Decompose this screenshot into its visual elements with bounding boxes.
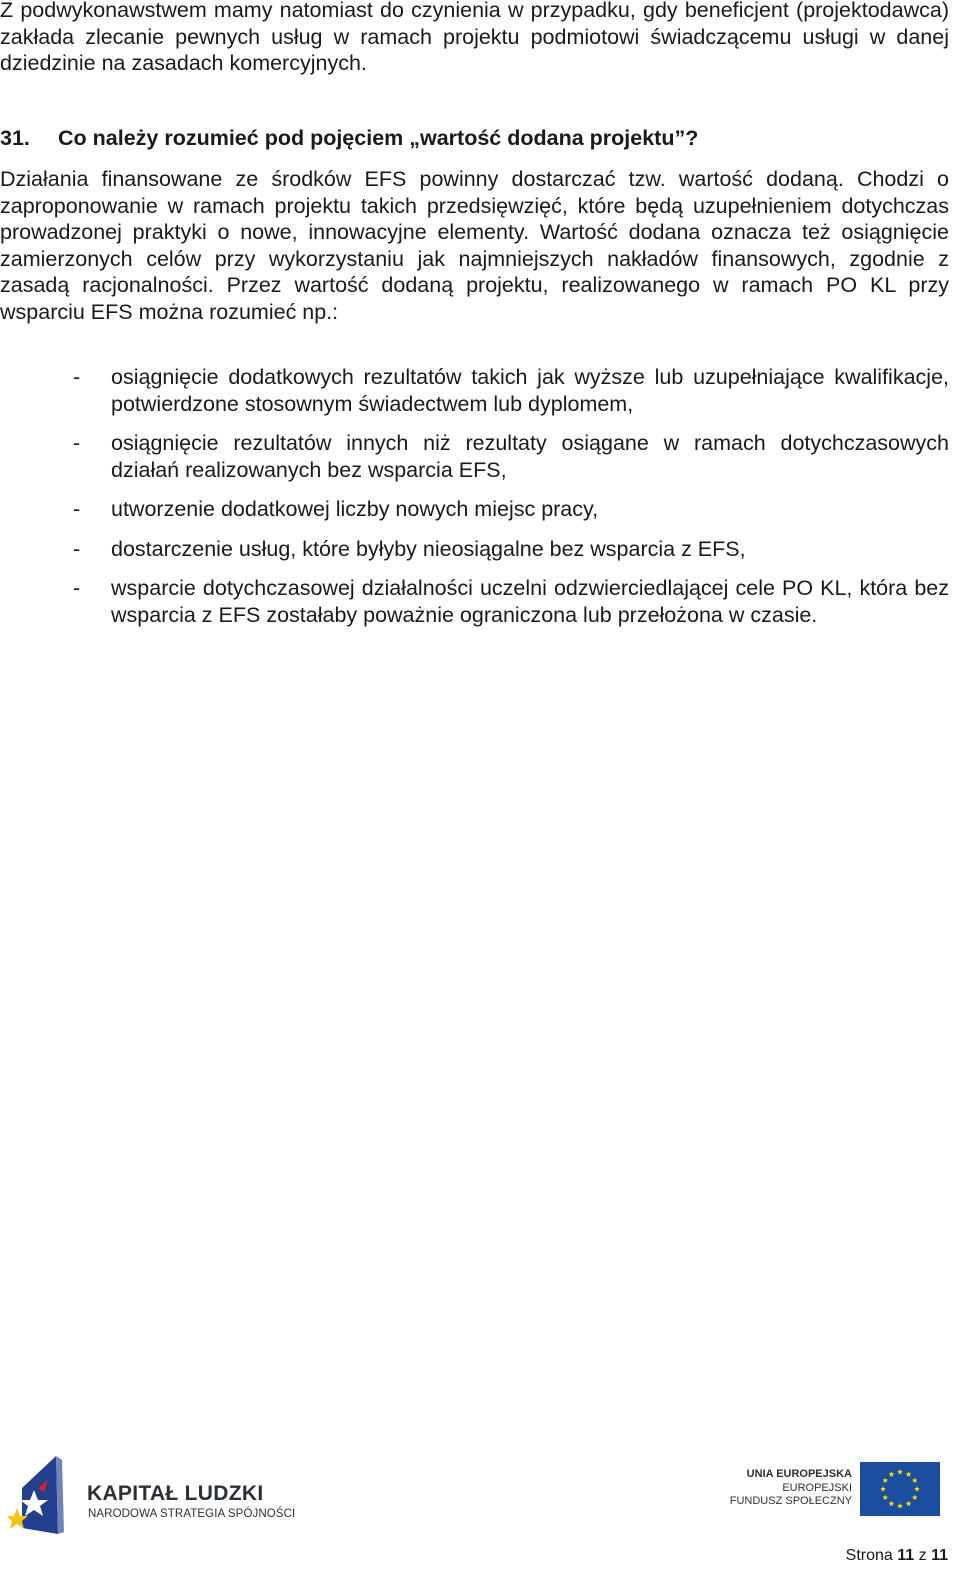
value-added-list <box>0 364 949 641</box>
intro-paragraph: Z podwykonawstwem mamy natomiast do czynienia w przypadku, gdy beneficjent (projektodawca) zakłada zlecanie pewnych usług w ramach projektu podmiotowi świadczącemu usługi w danej dziedzinie na zasadach komercyjnych. <box>0 0 949 75</box>
list-item <box>0 430 949 483</box>
list-item <box>0 536 949 563</box>
list-item-text: osiągnięcie dodatkowych rezultatów takich jak wyższe lub uzupełniające kwalifikacje, potwierdzone stosownym świadectwem lub dyplomem, <box>111 365 949 416</box>
list-dash: - <box>73 497 81 521</box>
list-item <box>0 496 949 523</box>
eu-line-2: EUROPEJSKI <box>782 1481 852 1494</box>
kl-logo-subtitle: NARODOWA STRATEGIA SPÓJNOŚCI <box>88 1508 296 1520</box>
list-dash: - <box>73 431 81 455</box>
kapital-ludzki-emblem-icon <box>8 1448 70 1540</box>
page-footer <box>0 1440 960 1579</box>
list-item-text: wsparcie dotychczasowej działalności uczelni odzwierciedlającej cele PO KL, która bez wsparcia z EFS zostałaby poważnie ograniczona lub przełożona w czasie. <box>111 576 949 627</box>
question-number: 31. <box>0 126 30 150</box>
question-heading <box>0 124 949 152</box>
page-total: 11 <box>931 1547 948 1564</box>
page-number <box>846 1547 948 1565</box>
kapital-ludzki-logo <box>8 1448 296 1533</box>
list-dash: - <box>73 365 81 389</box>
kl-logo-title: KAPITAŁ LUDZKI <box>87 1482 264 1505</box>
eu-flag-icon <box>860 1462 940 1516</box>
list-dash: - <box>73 536 81 561</box>
list-item-text: dostarczenie usług, które byłyby nieosiągalne bez wsparcia z EFS, <box>111 536 746 561</box>
page-separator: z <box>918 1547 927 1564</box>
page-label: Strona <box>845 1547 893 1564</box>
list-item <box>0 575 949 628</box>
eu-logo-text <box>720 1468 852 1509</box>
page-current: 11 <box>897 1547 915 1564</box>
list-item-text: osiągnięcie rezultatów innych niż rezultaty osiągane w ramach dotychczasowych działań realizowanych bez wsparcia EFS, <box>111 431 949 482</box>
eu-line-3: FUNDUSZ SPOŁECZNY <box>729 1495 852 1507</box>
question-title: Co należy rozumieć pod pojęciem „wartość dodana projektu”? <box>58 126 699 150</box>
list-item-text: utworzenie dodatkowej liczby nowych miejsc pracy, <box>111 497 599 521</box>
list-dash: - <box>73 576 81 600</box>
eu-line-1: UNIA EUROPEJSKA <box>746 1468 852 1480</box>
body-paragraph: Działania finansowane ze środków EFS powinny dostarczać tzw. wartość dodaną. Chodzi o zaproponowanie w ramach projektu takich przedsięwzięć, które będą uzupełnieniem dotychczas prowadzonej praktyki o nowe, innowacyjne elementy. Wartość dodana oznacza też osiągnięcie zamierzonych celów przy wykorzystaniu jak najmniejszych nakładów finansowych, zgodnie z zasadą racjonalności. Przez wartość dodaną projektu, realizowanego w ramach PO KL przy wsparciu EFS można rozumieć np.: <box>0 167 949 324</box>
list-item <box>0 364 949 417</box>
